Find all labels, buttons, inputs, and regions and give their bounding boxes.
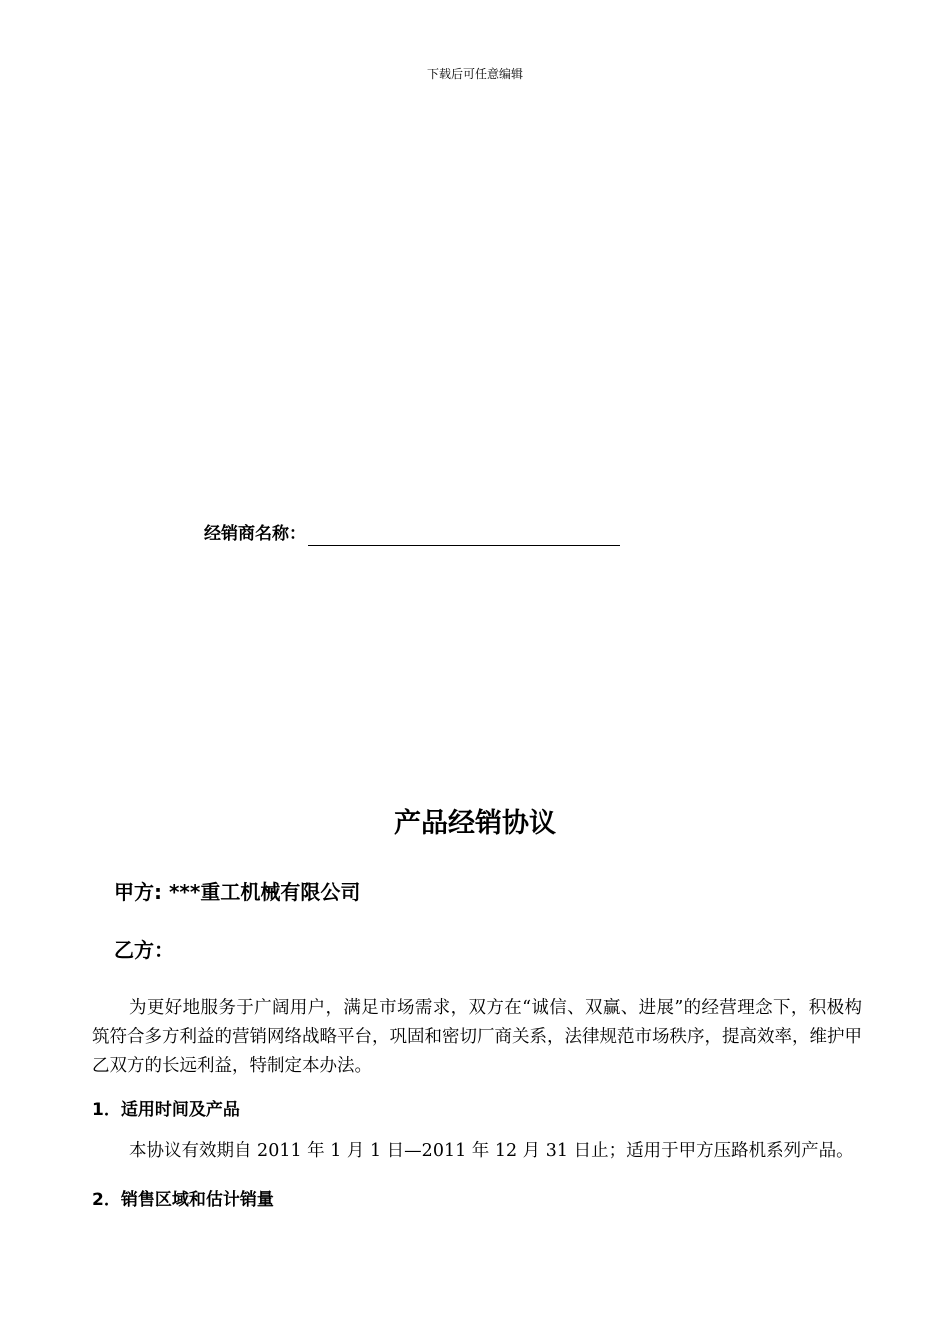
dealer-name-line <box>204 522 620 546</box>
dealer-name-label: 经销商名称： <box>204 524 306 544</box>
party-a: 甲方: ***重工机械有限公司 <box>114 880 361 904</box>
dealer-name-blank <box>308 525 620 546</box>
section-2-heading: 2．销售区域和估计销量 <box>92 1190 274 1210</box>
intro-paragraph: 为更好地服务于广阔用户，满足市场需求，双方在“诚信、双赢、进展”的经营理念下，积极构筑符合多方利益的营销网络战略平台，巩固和密切厂商关系，法律规范市场秩序，提高效率，维护甲乙双方的长远利益，特制定本办法。 <box>92 998 862 1076</box>
header-note: 下载后可任意编辑 <box>426 67 523 81</box>
section-1-body: 本协议有效期自 2011 年 1 月 1 日—2011 年 12 月 31 日止；适用于甲方压路机系列产品。 <box>129 1141 854 1161</box>
document-title: 产品经销协议 <box>394 808 556 839</box>
section-1-heading: 1．适用时间及产品 <box>92 1100 240 1120</box>
party-b: 乙方： <box>114 938 174 962</box>
